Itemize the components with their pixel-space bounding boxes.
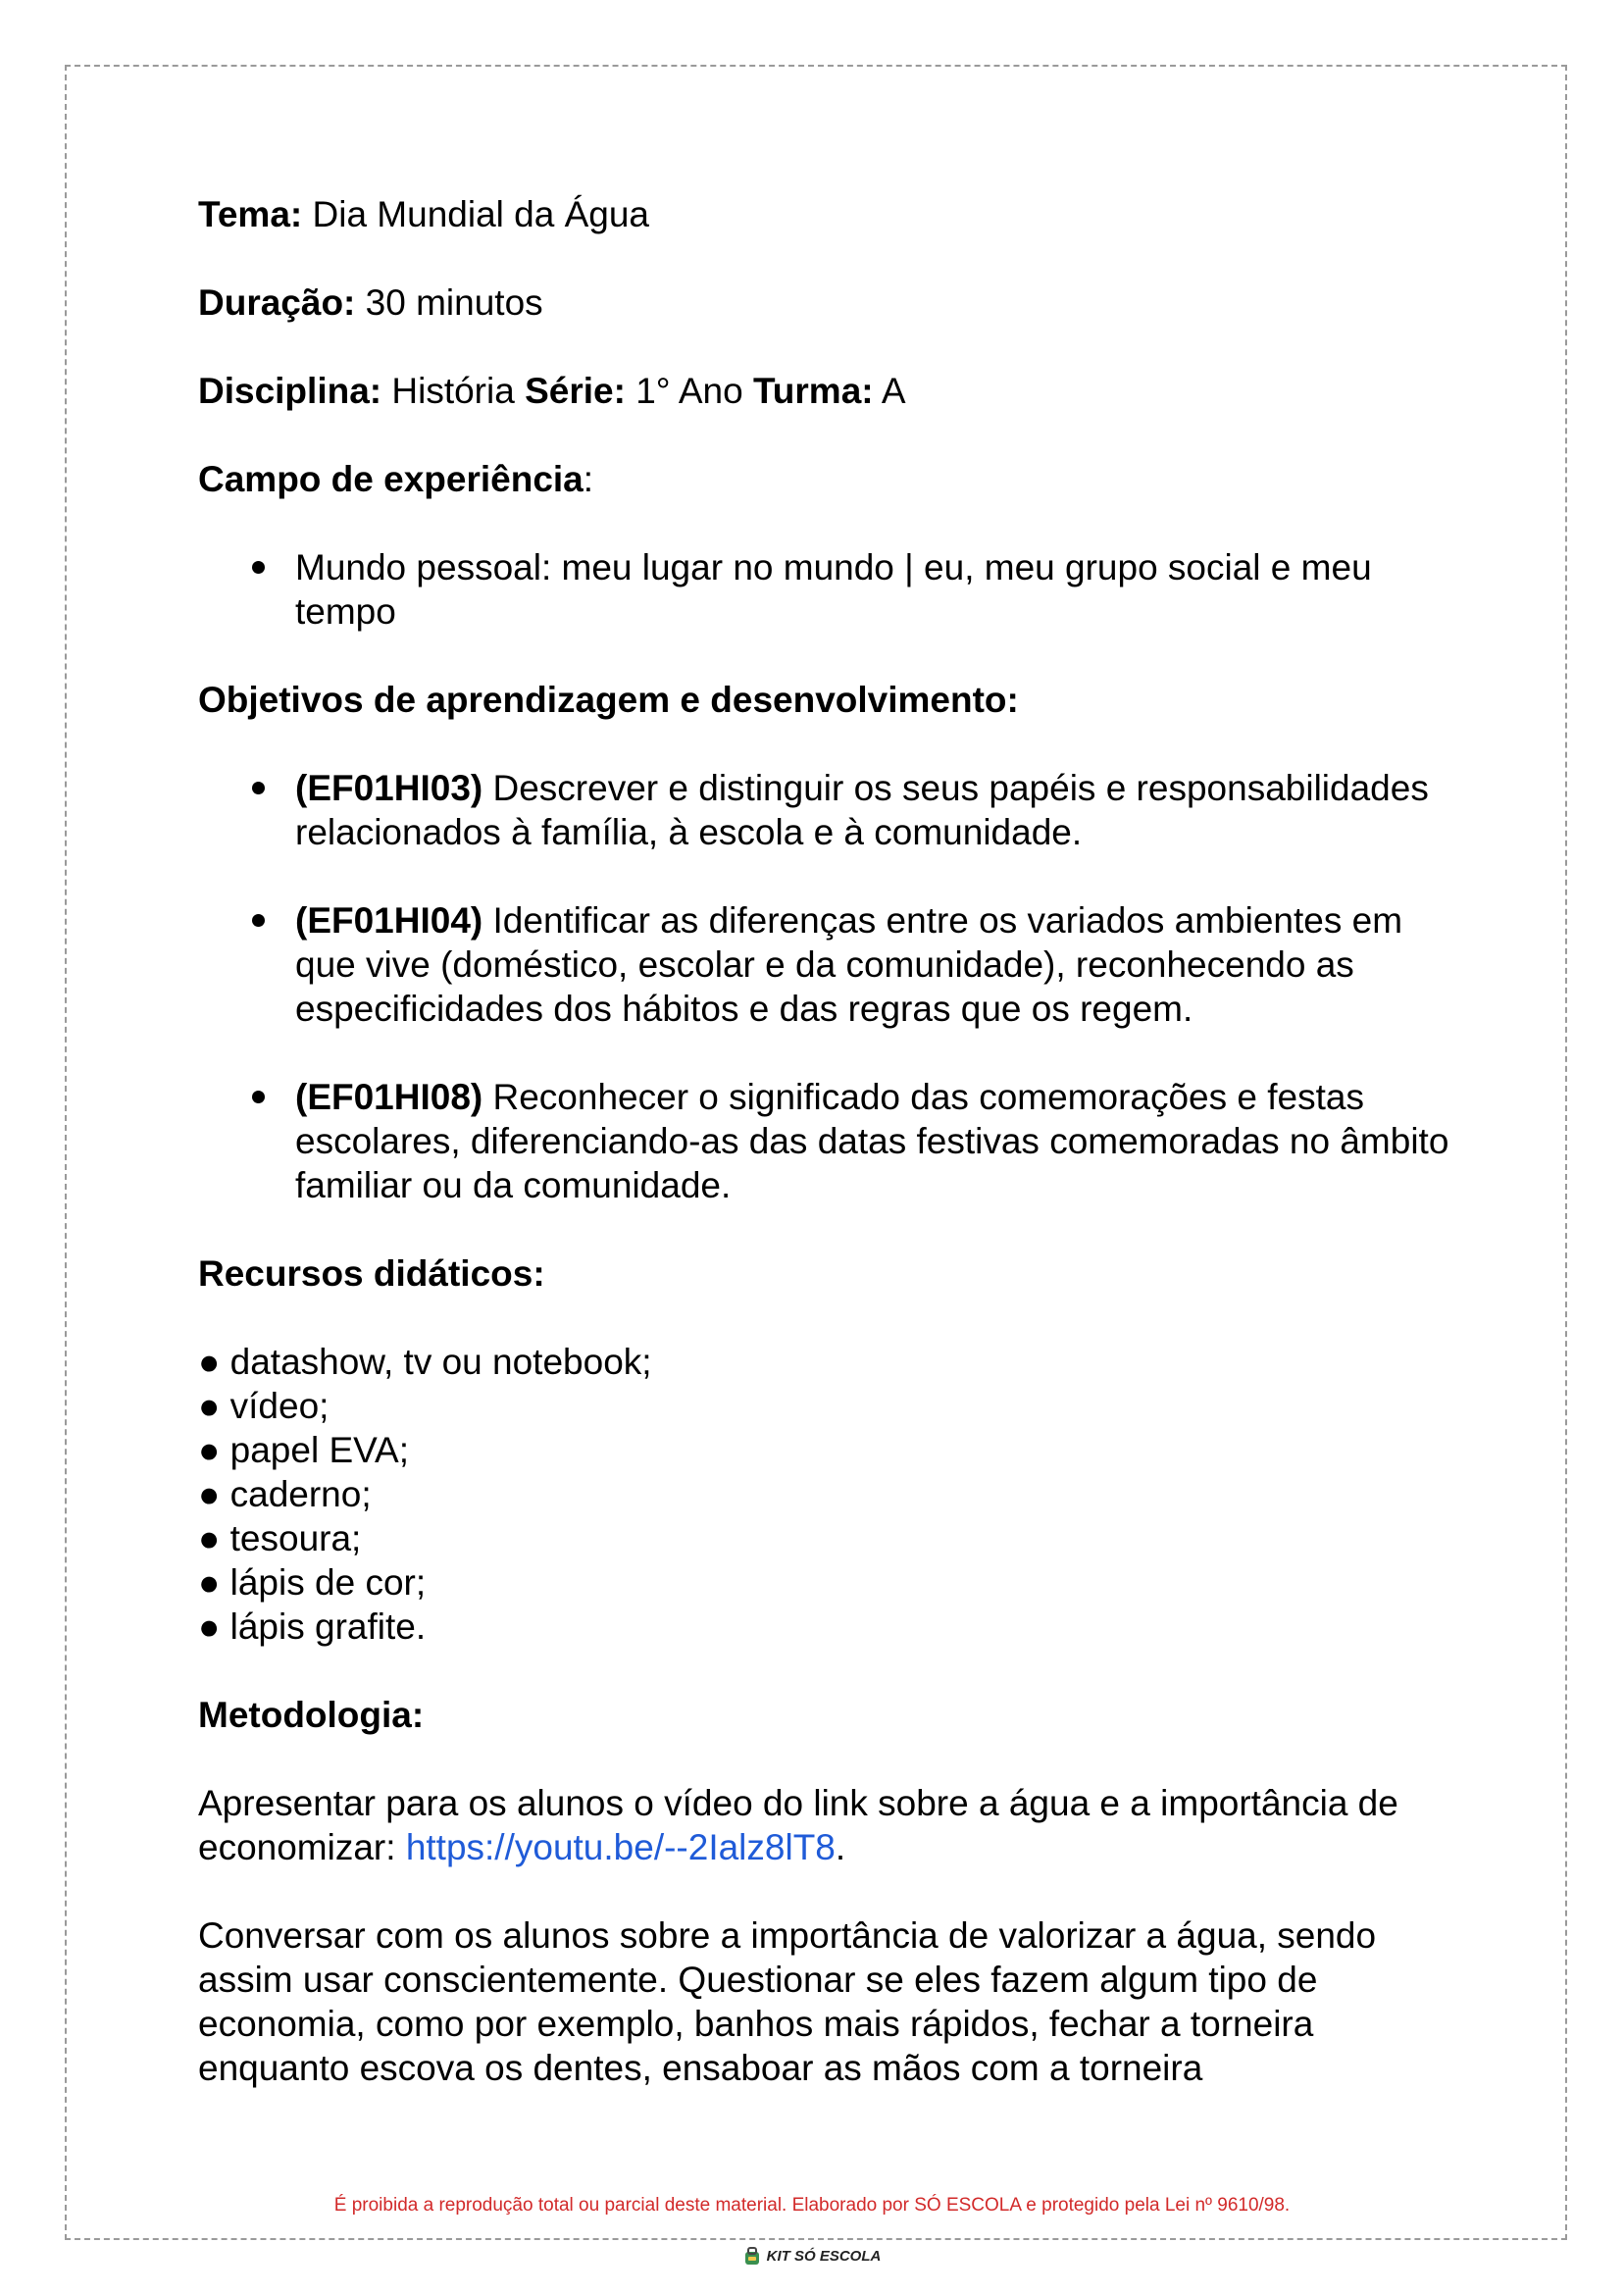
list-item: [198, 766, 1463, 854]
video-link[interactable]: https://youtu.be/--2Ialz8lT8: [405, 1827, 836, 1867]
tema-value: Dia Mundial da Água: [302, 194, 650, 234]
duracao-value: 30 minutos: [355, 282, 543, 323]
list-item: ● datashow, tv ou notebook;: [198, 1342, 652, 1382]
objective-code: (EF01HI04): [295, 900, 483, 941]
list-item: ● caderno;: [198, 1474, 372, 1514]
disciplina-label: Disciplina:: [198, 371, 382, 411]
campo-item-text: Mundo pessoal: meu lugar no mundo | eu, meu grupo social e meu tempo: [295, 547, 1372, 632]
list-item: ● papel EVA;: [198, 1430, 410, 1470]
list-item: ● lápis grafite.: [198, 1606, 427, 1647]
list-item: ● vídeo;: [198, 1386, 330, 1426]
bullet-icon: [252, 561, 265, 574]
campo-list: [198, 545, 1463, 634]
copyright-notice: É proibida a reprodução total ou parcial deste material. Elaborado por SÓ ESCOLA e protegido pela Lei nº 9610/98.: [333, 2195, 1291, 2216]
recursos-list: [198, 1340, 1463, 1649]
paragraph-text: Apresentar para os alunos o vídeo do link sobre a água e a importância de economizar:: [198, 1783, 1398, 1867]
turma-label: Turma:: [752, 371, 874, 411]
disciplina-line: [198, 369, 1463, 413]
objetivos-heading-text: Objetivos de aprendizagem e desenvolvimento:: [198, 680, 1019, 720]
objetivos-list: [198, 766, 1463, 1207]
list-item: ● lápis de cor;: [198, 1562, 427, 1603]
list-item: [198, 898, 1463, 1031]
serie-label: Série:: [525, 371, 626, 411]
campo-label: Campo de experiência: [198, 459, 584, 499]
lesson-plan: [198, 192, 1463, 2090]
campo-colon: :: [583, 459, 594, 499]
duracao-line: [198, 280, 1463, 325]
tema-label: Tema:: [198, 194, 303, 234]
objective-code: (EF01HI08): [295, 1077, 483, 1117]
objective-text: Reconhecer o significado das comemorações e festas escolares, diferenciando-as das datas festivas comemoradas no âmbito familiar ou da comunidade.: [295, 1077, 1449, 1205]
metodologia-paragraph-1: [198, 1781, 1463, 1869]
objective-text: Identificar as diferenças entre os variados ambientes em que vive (doméstico, escolar e da comunidade), reconhecendo as especificidades dos hábitos e das regras que os regem.: [295, 900, 1403, 1029]
turma-value: A: [873, 371, 906, 411]
metodologia-heading: [198, 1693, 1463, 1737]
tema-line: [198, 192, 1463, 236]
bullet-icon: [252, 914, 265, 927]
recursos-heading: [198, 1251, 1463, 1296]
school-bag-icon: [743, 2246, 761, 2266]
campo-heading: [198, 457, 1463, 501]
bullet-icon: [252, 782, 265, 794]
objective-code: (EF01HI03): [295, 768, 483, 808]
list-item: [198, 545, 1463, 634]
bullet-icon: [252, 1091, 265, 1103]
brand-name: KIT SÓ ESCOLA: [766, 2247, 882, 2265]
brand-logo: [0, 2246, 1624, 2266]
list-item: [198, 1075, 1463, 1207]
disciplina-value: História: [381, 371, 526, 411]
paragraph-end: .: [835, 1827, 846, 1867]
metodologia-paragraph-2: Conversar com os alunos sobre a importância de valorizar a água, sendo assim usar conscientemente. Questionar se eles fazem algum tipo de economia, como por exemplo, banhos mais rápidos, fechar a torneira enquanto escova os dentes, ensaboar as mãos com a torneira: [198, 1915, 1377, 2088]
list-item: ● tesoura;: [198, 1518, 362, 1558]
metodologia-heading-text: Metodologia:: [198, 1695, 425, 1735]
objetivos-heading: [198, 678, 1463, 722]
objective-text: Descrever e distinguir os seus papéis e responsabilidades relacionados à família, à escola e à comunidade.: [295, 768, 1429, 852]
duracao-label: Duração:: [198, 282, 356, 323]
serie-value: 1° Ano: [625, 371, 753, 411]
recursos-heading-text: Recursos didáticos:: [198, 1253, 545, 1294]
